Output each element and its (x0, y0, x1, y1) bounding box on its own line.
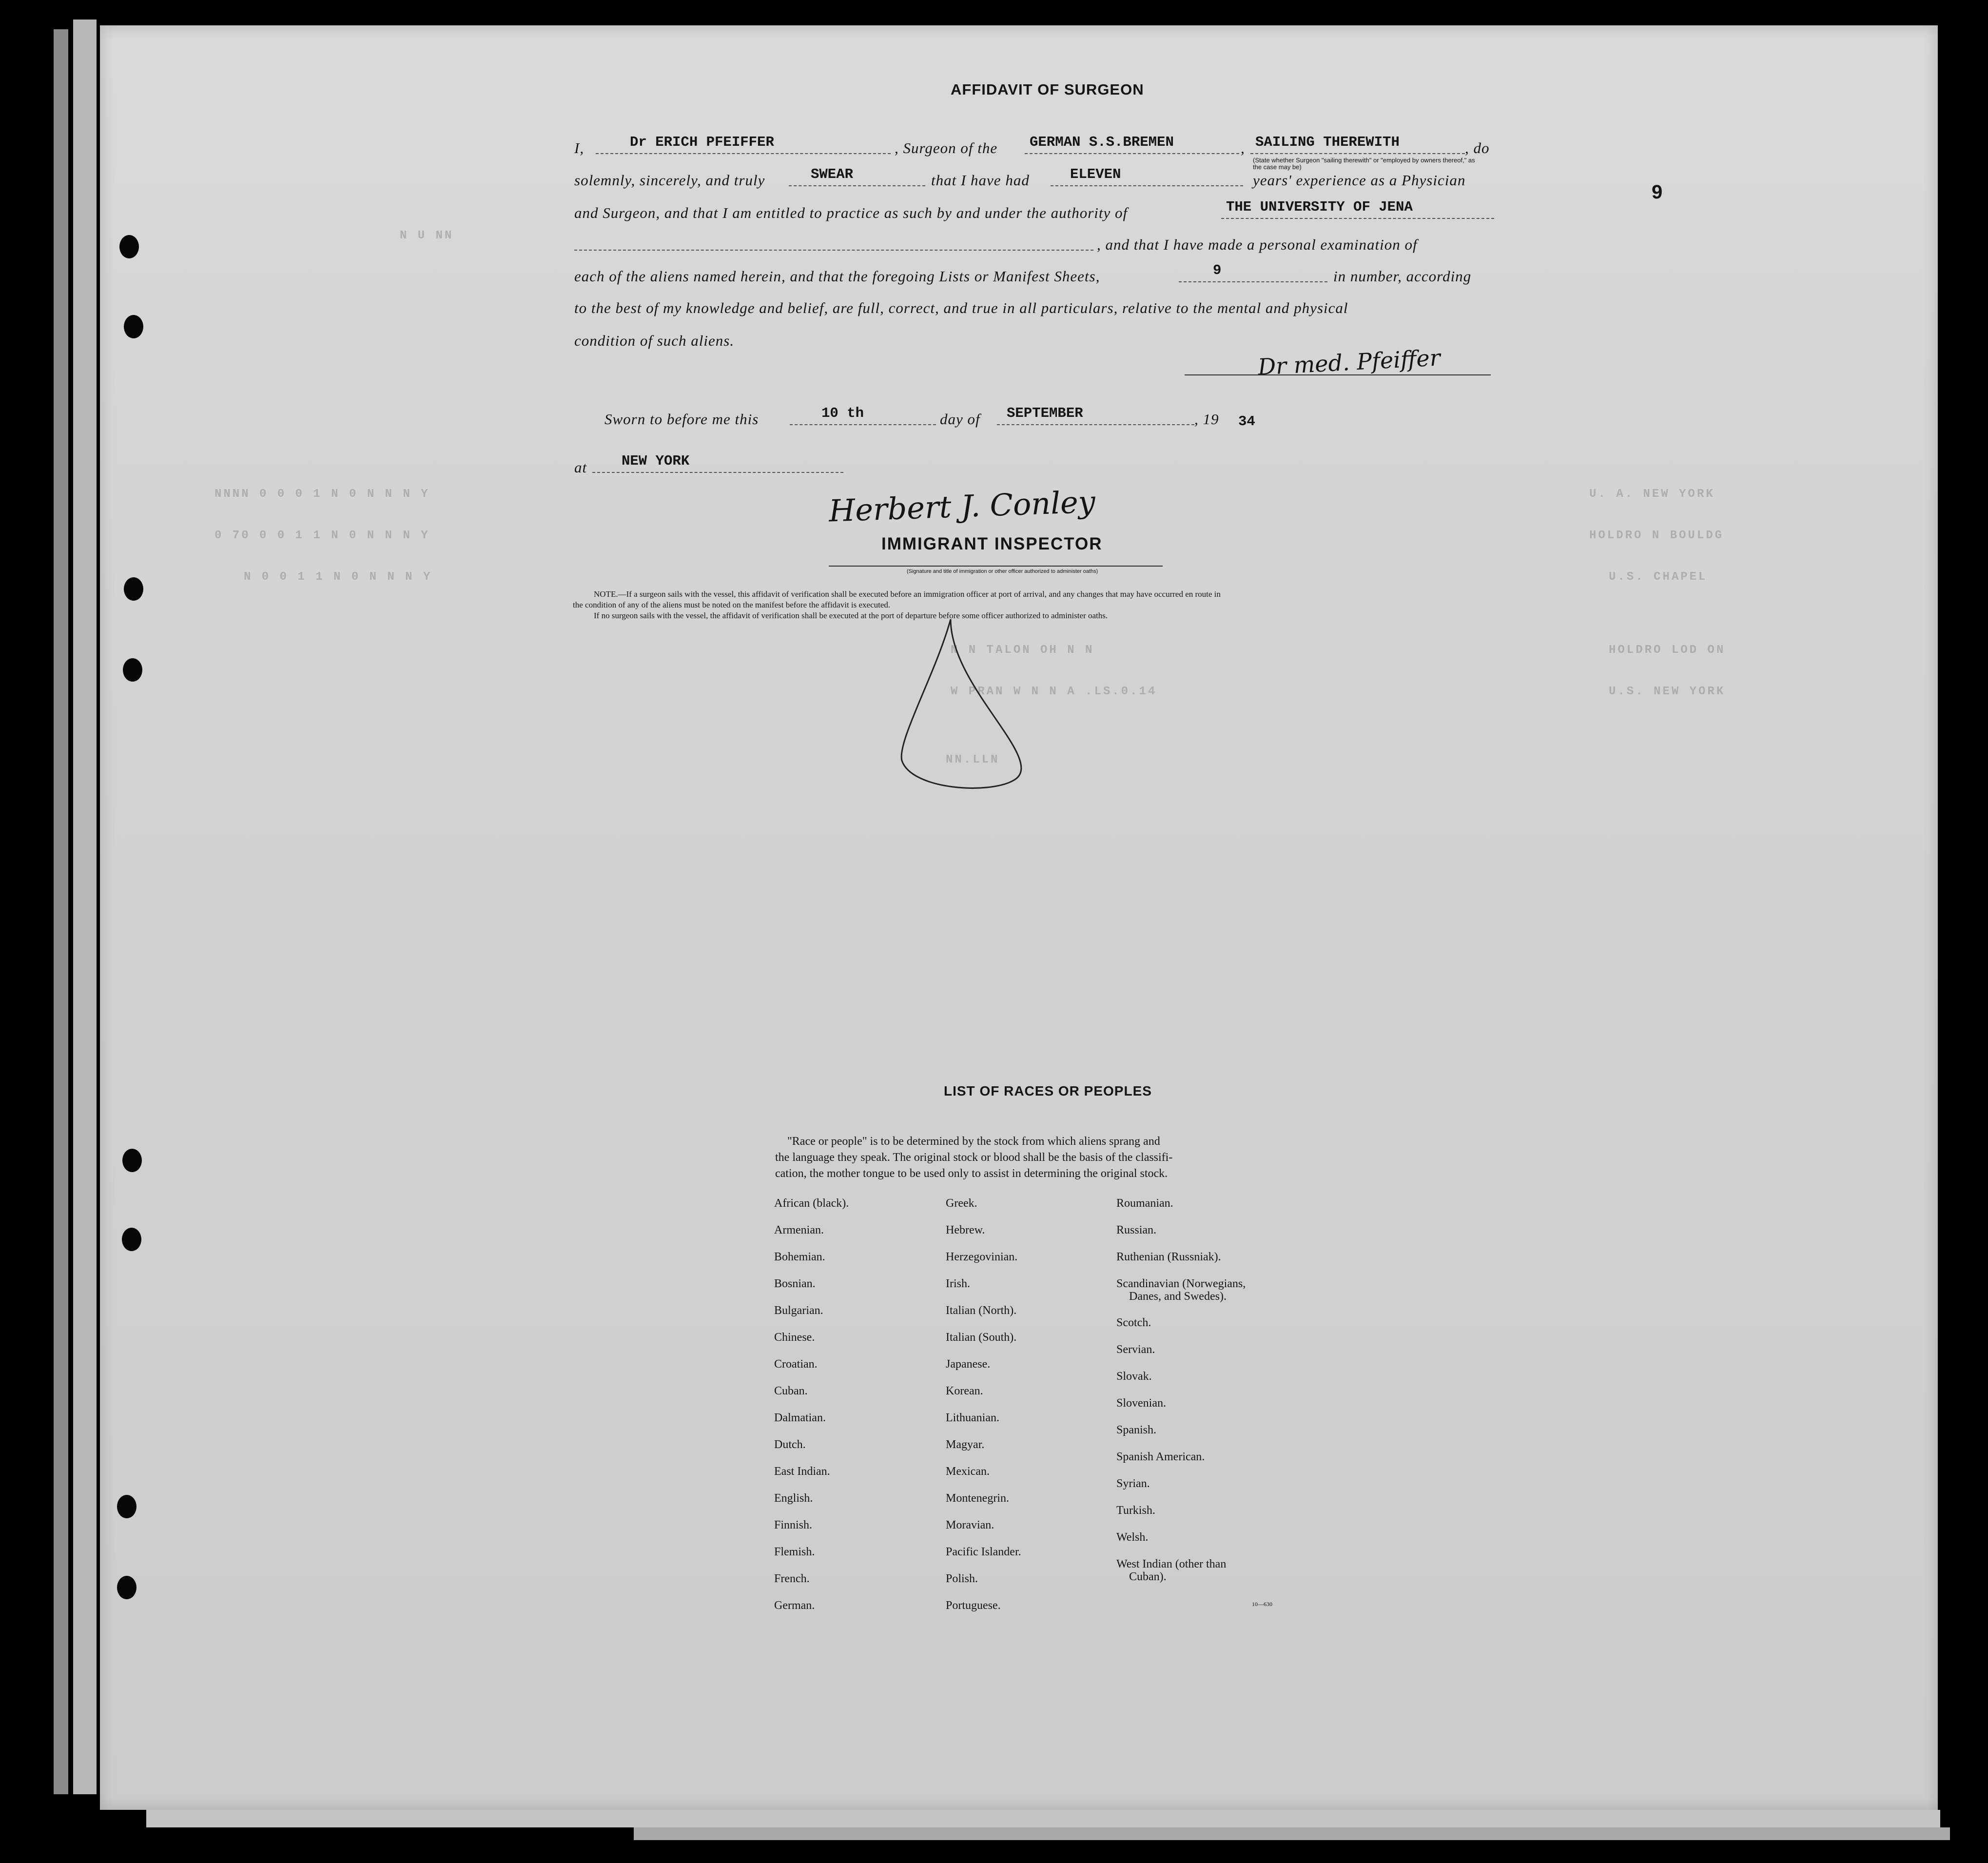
authority: THE UNIVERSITY OF JENA (1226, 199, 1413, 215)
surgeon-name: Dr ERICH PFEIFFER (630, 134, 774, 150)
affidavit-line-1-suffix: , do (1465, 139, 1490, 157)
race-item: Syrian. (1116, 1477, 1150, 1490)
race-item: Cuban. (774, 1385, 808, 1397)
race-item: Armenian. (774, 1224, 824, 1236)
race-item: English. (774, 1492, 813, 1505)
inspector-signature-line (829, 566, 1163, 567)
affidavit-title: AFFIDAVIT OF SURGEON (951, 81, 1144, 98)
oath-field (789, 167, 925, 186)
pen-loop-mark (892, 614, 1068, 800)
binder-hole (123, 658, 142, 682)
race-item: Slovak. (1116, 1370, 1152, 1383)
bleed-through-text: W PRAN W N N A .LS.0.14 (951, 685, 1157, 698)
experience-label: that I have had (931, 172, 1030, 189)
sworn-day: 10 th (821, 405, 864, 421)
affidavit-line-4-suffix: , and that I have made a personal examination of (1097, 236, 1418, 253)
at-label: at (574, 459, 587, 476)
race-item: Spanish American. (1116, 1451, 1205, 1463)
sheets-count-field (1179, 263, 1327, 282)
binder-hole (124, 315, 143, 338)
surgeon-signature-line (1185, 374, 1491, 375)
race-item: Hebrew. (946, 1224, 985, 1236)
affidavit-line-6: to the best of my knowledge and belief, are full, correct, and true in all particulars, relative to the mental and physical (574, 299, 1348, 316)
affidavit-line-3-prefix: and Surgeon, and that I am entitled to practice as such by and under the authority of (574, 204, 1128, 221)
note-line-1: NOTE.—If a surgeon sails with the vessel, this affidavit of verification shall be executed before an immigration officer at port of arrival, and any changes that may have occurred en route in (594, 589, 1221, 599)
races-intro-line-3: cation, the mother tongue to be used only to assist in determining the original stock. (775, 1167, 1168, 1180)
surgeon-of-label: , Surgeon of the (895, 139, 998, 157)
binder-hole (124, 577, 143, 601)
years-field (1051, 167, 1243, 186)
race-item: Russian. (1116, 1224, 1157, 1236)
bleed-through-text: NNNN 0 0 0 1 N 0 N N N Y (214, 488, 430, 501)
race-item: French. (774, 1572, 810, 1585)
race-item: Korean. (946, 1385, 983, 1397)
vessel-field (1025, 135, 1239, 154)
bleed-through-text: N N TALON OH N N (951, 644, 1094, 657)
race-item: Lithuanian. (946, 1412, 999, 1424)
bleed-through-text: U. A. NEW YORK (1589, 488, 1715, 501)
note-line-2: the condition of any of the aliens must be noted on the manifest before the affidavit is executed. (573, 600, 891, 609)
race-item: Danes, and Swedes). (1129, 1290, 1227, 1303)
sworn-year: 34 (1238, 413, 1255, 430)
race-item: Flemish. (774, 1546, 815, 1558)
race-item: Slovenian. (1116, 1397, 1166, 1410)
race-item: Chinese. (774, 1331, 815, 1344)
binder-hole (122, 1228, 141, 1251)
race-item: Portuguese. (946, 1599, 1001, 1612)
binder-hole (119, 235, 139, 258)
affidavit-line-1-prefix: I, (574, 139, 585, 157)
bleed-through-text: U.S. CHAPEL (1609, 570, 1708, 584)
surgeon-status-hint: (State whether Surgeon "sailing therewith" or "employed by owners thereof," as the case may be) (1253, 157, 1475, 171)
race-item: African (black). (774, 1197, 849, 1210)
race-item: Spanish. (1116, 1424, 1157, 1436)
affidavit-line-2-suffix: years' experience as a Physician (1253, 172, 1466, 189)
race-item: Welsh. (1116, 1531, 1149, 1544)
sworn-place: NEW YORK (622, 453, 690, 469)
inspector-caption: (Signature and title of immigration or other officer authorized to administer oaths) (907, 569, 1098, 574)
authority-continuation-field (574, 231, 1093, 251)
race-item: Japanese. (946, 1358, 991, 1371)
bleed-through-text: N U NN (400, 229, 454, 242)
sworn-month-field (997, 406, 1194, 425)
binder-hole (117, 1495, 136, 1518)
sworn-month: SEPTEMBER (1007, 405, 1083, 421)
race-item: Italian (South). (946, 1331, 1017, 1344)
bleed-through-text: HOLDRO LOD ON (1609, 644, 1726, 657)
manifest-page (100, 25, 1938, 1810)
bleed-through-text: N 0 0 1 1 N 0 N N N Y (244, 570, 432, 584)
race-item: East Indian. (774, 1465, 830, 1478)
surgeon-name-field (596, 135, 891, 154)
authority-field (1221, 199, 1494, 219)
race-item: Dalmatian. (774, 1412, 826, 1424)
race-item: Bohemian. (774, 1251, 825, 1263)
year-prefix: , 19 (1194, 411, 1219, 428)
bleed-through-text: HOLDRO N BOULDG (1589, 529, 1724, 542)
race-item: Scotch. (1116, 1316, 1151, 1329)
affidavit-line-2-prefix: solemnly, sincerely, and truly (574, 172, 765, 189)
races-intro-line-1: "Race or people" is to be determined by the stock from which aliens sprang and (787, 1135, 1160, 1148)
note-line-3: If no surgeon sails with the vessel, the affidavit of verification shall be executed at the port of departure before some officer authorized to administer oaths. (594, 611, 1108, 620)
race-item: Montenegrin. (946, 1492, 1009, 1505)
affidavit-line-5-suffix: in number, according (1333, 268, 1472, 285)
race-item: Croatian. (774, 1358, 818, 1371)
race-item: Roumanian. (1116, 1197, 1173, 1210)
years-experience: ELEVEN (1070, 166, 1121, 182)
affidavit-line-7: condition of such aliens. (574, 332, 735, 349)
inspector-title: IMMIGRANT INSPECTOR (881, 534, 1103, 553)
race-item: Italian (North). (946, 1304, 1017, 1317)
place-field (592, 453, 843, 473)
race-item: Cuban). (1129, 1570, 1167, 1583)
surgeon-signature: Dr med. Pfeiffer (1257, 344, 1441, 380)
surgeon-status-field (1250, 135, 1465, 154)
race-item: Greek. (946, 1197, 977, 1210)
bleed-through-text: U.S. NEW YORK (1609, 685, 1726, 698)
sworn-prefix: Sworn to before me this (604, 411, 759, 428)
race-item: Mexican. (946, 1465, 990, 1478)
binder-hole (117, 1576, 136, 1599)
race-item: Magyar. (946, 1438, 985, 1451)
race-item: Dutch. (774, 1438, 806, 1451)
oath-type: SWEAR (811, 166, 854, 182)
vessel-name: GERMAN S.S.BREMEN (1030, 134, 1174, 150)
race-item: Pacific Islander. (946, 1546, 1021, 1558)
page-number: 9 (1652, 181, 1663, 203)
binder-hole (122, 1149, 142, 1172)
race-item: Scandinavian (Norwegians, (1116, 1277, 1246, 1290)
bleed-through-text: NN.LLN (946, 753, 1000, 766)
race-item: Servian. (1116, 1343, 1155, 1356)
sworn-day-field (790, 406, 936, 425)
race-item: Bosnian. (774, 1277, 816, 1290)
race-item: Turkish. (1116, 1504, 1155, 1517)
races-intro-line-2: the language they speak. The original stock or blood shall be the basis of the classifi- (775, 1151, 1173, 1164)
affidavit-line-5-prefix: each of the aliens named herein, and that the foregoing Lists or Manifest Sheets, (574, 268, 1100, 285)
race-item: Moravian. (946, 1519, 994, 1531)
inspector-signature: Herbert J. Conley (828, 484, 1096, 529)
sheets-count: 9 (1213, 262, 1222, 278)
bleed-through-text: 0 70 0 0 1 1 N 0 N N N Y (214, 529, 430, 542)
race-item: Finnish. (774, 1519, 813, 1531)
race-item: German. (774, 1599, 815, 1612)
race-item: Bulgarian. (774, 1304, 823, 1317)
surgeon-status: SAILING THEREWITH (1255, 134, 1400, 150)
race-item: Irish. (946, 1277, 970, 1290)
race-item: Ruthenian (Russniak). (1116, 1251, 1221, 1263)
races-list-title: LIST OF RACES OR PEOPLES (944, 1083, 1152, 1098)
day-of-label: day of (940, 411, 980, 428)
race-item: Polish. (946, 1572, 978, 1585)
form-code: 10—630 (1252, 1601, 1272, 1608)
race-item: Herzegovinian. (946, 1251, 1018, 1263)
race-item: West Indian (other than (1116, 1558, 1227, 1570)
